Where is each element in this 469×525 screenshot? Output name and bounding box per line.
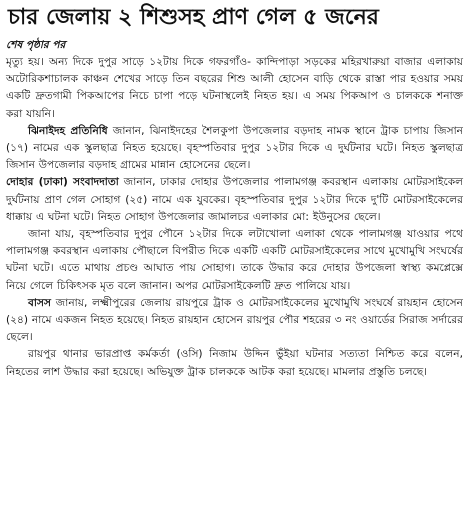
reporter-lead: বাসস <box>28 296 51 309</box>
paragraph-5 <box>6 295 463 347</box>
paragraph-3 <box>6 174 463 226</box>
continued-from-label: শেষ পৃষ্ঠার পর <box>6 39 66 51</box>
article-headline: চার জেলায় ২ শিশুসহ প্রাণ গেল ৫ জনের <box>8 5 379 30</box>
paragraph-text: জানায়, লক্ষ্মীপুরের জেলায় রায়পুরে ট্রাক ও মোটরসাইকেলের মুখোমুখি সংঘর্ষে রায়হান হোসেন (২৪) নামে একজন নিহত হয়েছে। নিহত রায়হান হোসেন রায়পুর পৌর শহরের ৩ নং ওয়ার্ডের সিরাজ সর্দারের ছেলে। <box>6 296 463 344</box>
paragraph-1 <box>6 54 463 123</box>
paragraph-text: রায়পুর থানার ভারপ্রাপ্ত কর্মকর্তা (ওসি) নিজাম উদ্দিন ভুঁইয়া ঘটনার সত্যতা নিশ্চিত করে বলেন, নিহতের লাশ উদ্ধার করা হয়েছে। অভিযুক্ত ট্রাক চালককে আটক করা হয়েছে। মামলার প্রস্তুতি চলছে। <box>6 348 463 378</box>
paragraph-text: জানান, ঝিনাইদহের শৈলকুপা উপজেলার বড়দাহ নামক স্থানে ট্রাক চাপায় জিসান (১৭) নামের এক স্কুলছাত্র নিহত হয়েছে। বৃহস্পতিবার দুপুর ১২টার দিকে এ দুর্ঘটনার ঘটে। নিহত স্কুলছাত্র জিসান উপজেলার বড়দাহ গ্রামের মান্নান হোসেনের ছেলে। <box>6 124 463 172</box>
reporter-lead: দোহার (ঢাকা) সংবাদদাতা <box>6 176 119 189</box>
paragraph-4 <box>6 226 463 295</box>
paragraph-text: জানান, ঢাকার দোহার উপজেলার পালামগঞ্জ কবরস্থান এলাকায় মোটরসাইকেল দুর্ঘটনায় প্রাণ গেল সোহাগ (২৫) নামে এক যুবকের। বৃহস্পতিবার দুপুর ১২টার দিকে দু'টি মোটরসাইকেলের ধাক্কায় এ ঘটনা ঘটে। নিহত সোহাগ উপজেলার জামালচর এলাকার মো: ইউনুসের ছেলে। <box>6 176 464 223</box>
paragraph-2 <box>6 123 463 175</box>
paragraph-6 <box>6 346 463 380</box>
paragraph-text: মৃত্যু হয়। অন্য দিকে দুপুর সাড়ে ১২টায় দিকে গফরগাঁও- কান্দিপাড়া সড়কের মহিরখারুয়া বাজার এলাকায় অটোরিকশাচালক কাঞ্চন শেখের সাড়ে তিন বছরের শিশু আলী হোসেন বাড়ি থেকে রাস্তা পার হওয়ার সময় একটি দ্রুতগামী পিকআপের নিচে চাপা পড়ে ঘটনাস্থলেই নিহত হয়। এ সময় পিকআপ ও চালককে শনাক্ত করা যায়নি। <box>6 56 463 120</box>
paragraph-text: জানা যায়, বৃহস্পতিবার দুপুর পৌনে ১২টার দিকে লটাখোলা এলাকা থেকে পালামগঞ্জ যাওয়ার পথে পালামগঞ্জ কবরস্থান এলাকায় পৌছালে বিপরীত দিকে একটি একটি মোটরসাইকেলের সাথে মুখোমুখি সংঘর্ষের ঘটনা ঘটে। এতে মাথায় প্রচণ্ড আঘাত পায় সোহাগ। তাকে উদ্ধার করে দোহার উপজেলা স্বাস্থ্য কমপ্লেক্সে নিয়ে গেলে চিকিৎসক মৃত বলে জানান। অপর মোটরসাইকেলটি দ্রুত পালিয়ে যায়। <box>6 228 463 292</box>
reporter-lead: ঝিনাইদহ প্রতিনিধি <box>28 124 108 137</box>
